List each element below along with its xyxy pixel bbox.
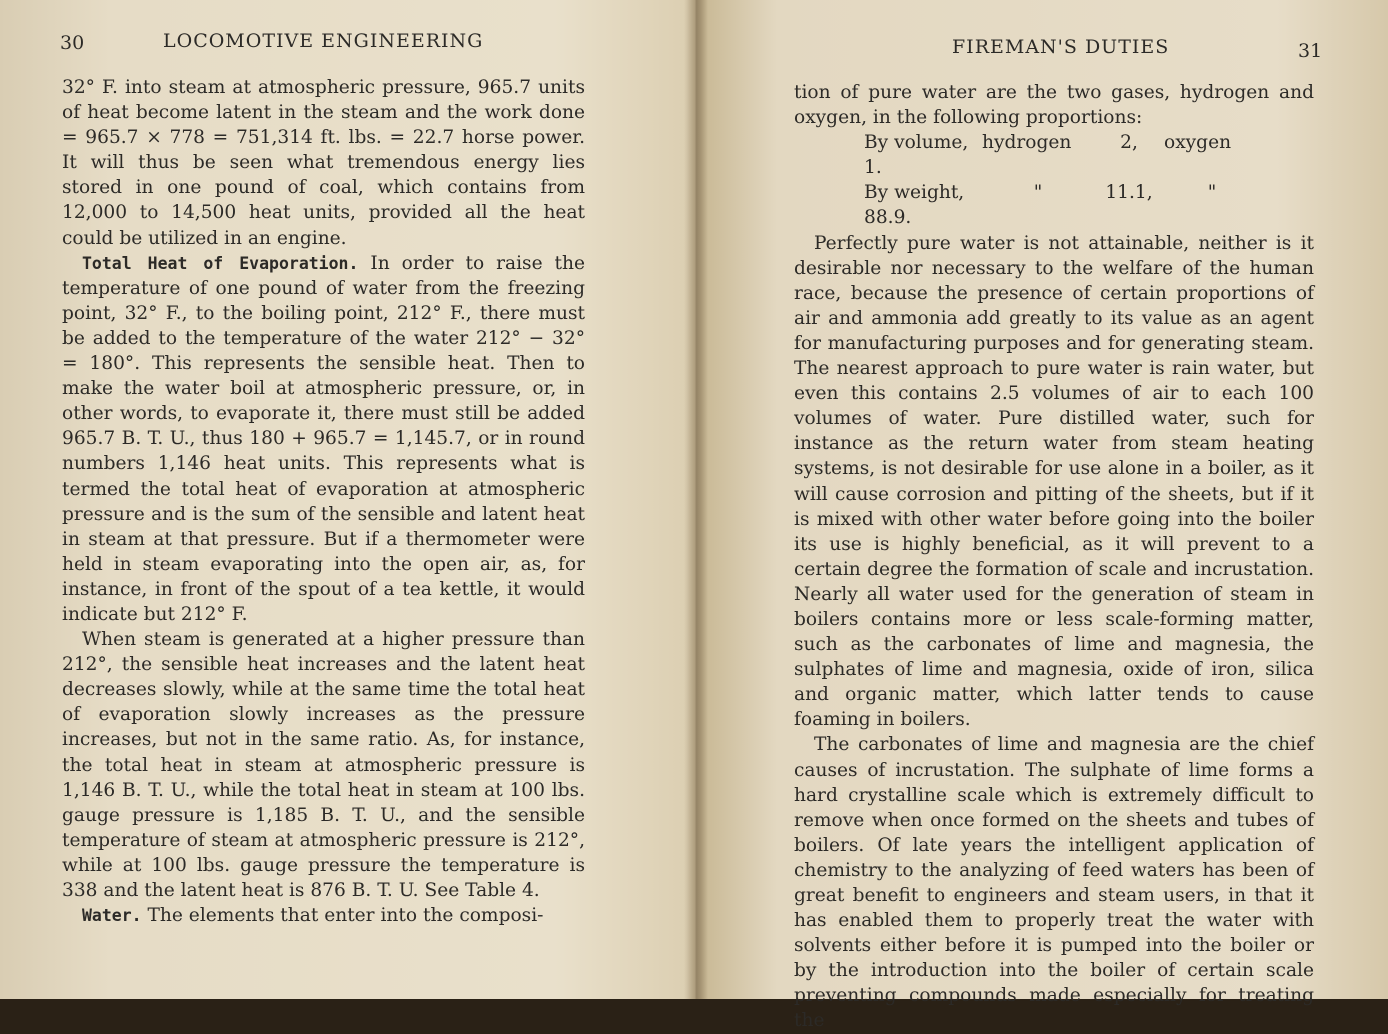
right-running-head: FIREMAN'S DUTIES: [952, 36, 1170, 58]
paragraph: Water. The elements that enter into the composi-: [82, 905, 544, 927]
paragraph: Perfectly pure water is not attainable, neither is it desirable nor necessary to the welfare of the human race, because the presence of certain proportions of air and ammonia add greatly to its value as an agent for manufacturing purposes and for generating steam. The nearest approach to pure water is rain water, but even this contains 2.5 volumes of air to each 100 volumes of water. Pure distilled water, such for instance as the return water from steam heating systems, is not desirable for use alone in a boiler, as it will cause corrosion and pitting of the sheets, but if it is mixed with other water before going into the boiler its use is highly beneficial, as it will prevent to a certain degree the formation of scale and incrustation. Nearly all water used for the generation of steam in boilers contains more or less scale-forming matter, such as the carbonates of lime and magnesia, the sulphates of lime and magnesia, oxide of iron, silica and organic matter, which latter tends to cause foaming in boilers.: [794, 232, 1314, 731]
right-body: [794, 80, 1314, 1034]
proportions-row: By weight, " 11.1, "88.9.: [864, 182, 1217, 229]
paragraph: 32° F. into steam at atmospheric pressure, 965.7 units of heat become latent in the steam and the work done = 965.7 × 778 = 751,314 ft. lbs. = 22.7 horse power. It will thus be seen what tremendous energy lies stored in one pound of coal, which contains from 12,000 to 14,500 heat units, provided all the heat could be utilized in an engine.: [62, 77, 585, 249]
left-page-number: 30: [60, 32, 85, 54]
paragraph: tion of pure water are the two gases, hydrogen and oxygen, in the following proportions:: [794, 82, 1314, 129]
left-running-head: LOCOMOTIVE ENGINEERING: [163, 30, 484, 52]
section-heading: Water.: [82, 906, 142, 926]
paragraph: The carbonates of lime and magnesia are the chief causes of incrustation. The sulphate of lime forms a hard crystalline scale which is extremely difficult to remove when once formed on the sheets and tubes of boilers. Of late years the intelligent application of chemistry to the analyzing of feed waters has been of great benefit to engineers and steam users, in that it has enabled them to properly treat the water with solvents either before it is pumped into the boiler or by the introduction into the boiler of certain scale preventing compounds made especially for treating the: [794, 734, 1314, 1032]
section-heading: Total Heat of Evaporation.: [82, 253, 359, 273]
left-page: [0, 0, 694, 999]
right-page: [694, 0, 1388, 1032]
paragraph: Total Heat of Evaporation. In order to raise the temperature of one pound of water from the freezing point, 32° F., to the boiling point, 212° F., there must be added to the temperature of the water 212° − 32° = 180°. This represents the sensible heat. Then to make the water boil at atmospheric pressure, or, in other words, to evaporate it, there must still be added 965.7 B. T. U., thus 180 + 965.7 = 1,145.7, or in round numbers 1,146 heat units. This represents what is termed the total heat of evaporation at atmospheric pressure and is the sum of the sensible and latent heat in steam at that pressure. But if a thermometer were held in steam evaporating into the open air, as, for instance, in front of the spout of a tea kettle, it would indicate but 212° F.: [62, 252, 585, 625]
left-body: [62, 75, 585, 928]
paragraph: When steam is generated at a higher pressure than 212°, the sensible heat increases and the latent heat decreases slowly, while at the same time the total heat of evaporation slowly increases as the pressure increases, but not in the same ratio. As, for instance, the total heat in steam at atmospheric pressure is 1,146 B. T. U., while the total heat in steam at 100 lbs. gauge pressure is 1,185 B. T. U., and the sensible temperature of steam at atmospheric pressure is 212°, while at 100 lbs. gauge pressure the temperature is 338 and the latent heat is 876 B. T. U. See Table 4.: [62, 629, 585, 901]
proportions-row: By volume, hydrogen 2, oxygen1.: [864, 132, 1232, 179]
right-page-number: 31: [1298, 40, 1323, 62]
